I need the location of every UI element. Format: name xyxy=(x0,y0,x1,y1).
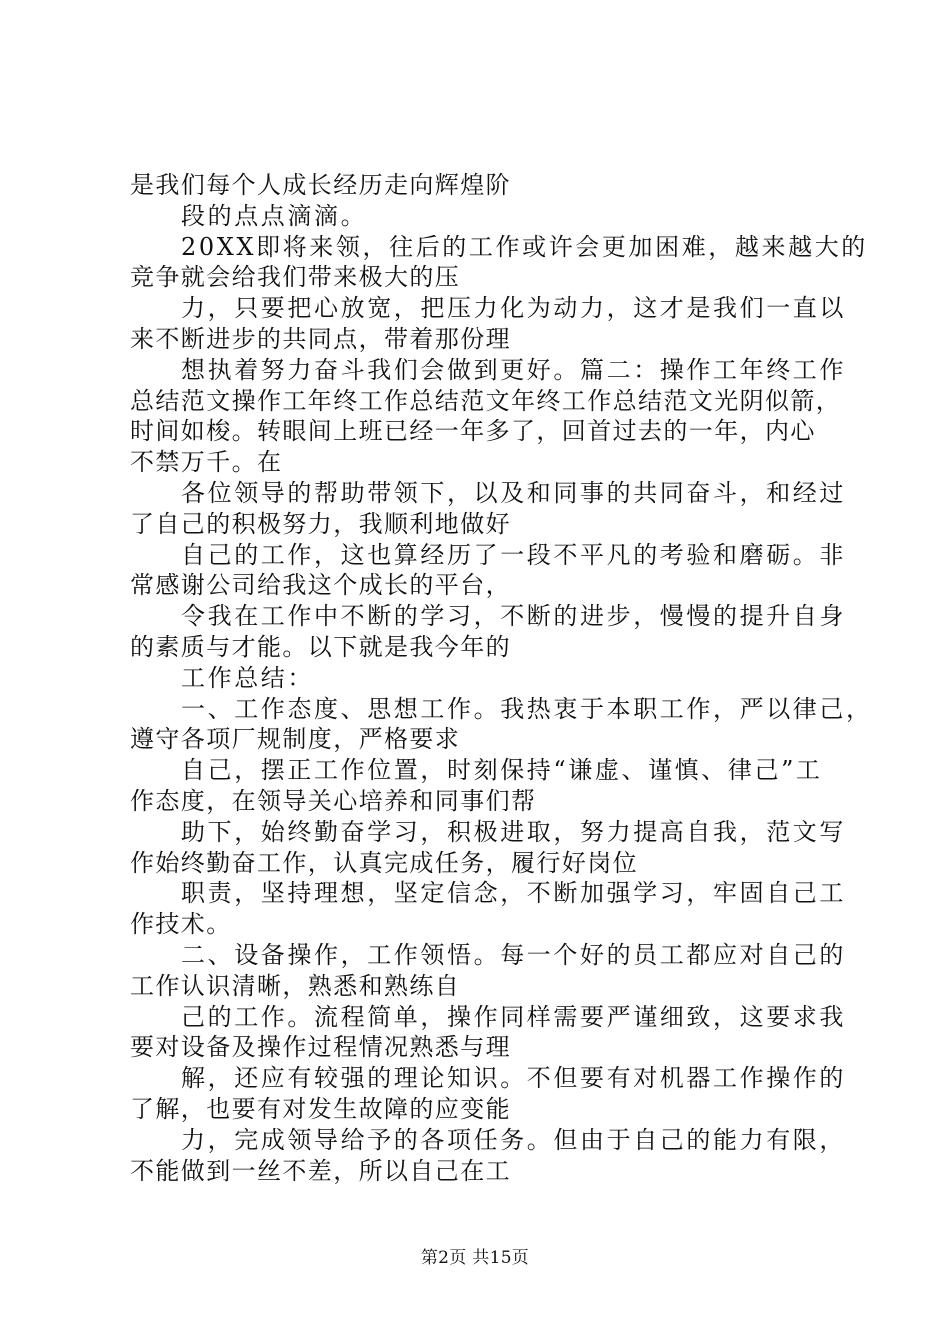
page-number-footer: 第2页 共15页 xyxy=(420,1248,530,1268)
document-line: 令我在工作中不断的学习，不断的进步，慢慢的提升自身 xyxy=(181,602,846,631)
document-body xyxy=(0,170,950,1186)
document-line: 来不断进步的共同点，带着那份理 xyxy=(130,324,511,353)
document-line: 力，只要把心放宽，把压力化为动力，这才是我们一直以 xyxy=(181,294,846,323)
document-line: 段的点点滴滴。 xyxy=(181,201,368,230)
document-line: 20XX即将来领，往后的工作或许会更加困难，越来越大的 xyxy=(181,232,868,261)
document-line: 竞争就会给我们带来极大的压 xyxy=(130,263,461,292)
document-line: 了自己的积极努力，我顺利地做好 xyxy=(130,509,511,538)
document-line: 作态度，在领导关心培养和同事们帮 xyxy=(130,786,537,815)
document-line: 总结范文操作工年终工作总结范文年终工作总结范文光阴似箭， xyxy=(130,386,842,415)
document-line: 力，完成领导给予的各项任务。但由于自己的能力有限， xyxy=(181,1125,846,1154)
document-line: 助下，始终勤奋学习，积极进取，努力提高自我，范文写 xyxy=(181,817,846,846)
document-line: 常感谢公司给我这个成长的平台， xyxy=(130,571,511,600)
document-line: 遵守各项厂规制度，严格要求 xyxy=(130,725,461,754)
document-line: 工作总结： xyxy=(181,663,314,692)
document-line: 职责，坚持理想，坚定信念，不断加强学习，牢固自己工 xyxy=(181,879,846,908)
document-line: 解，还应有较强的理论知识。不但要有对机器工作操作的 xyxy=(181,1064,846,1093)
document-line: 时间如梭。转眼间上班已经一年多了，回首过去的一年，内心 xyxy=(130,417,816,446)
document-line: 工作认识清晰，熟悉和熟练自 xyxy=(130,971,461,1000)
document-line: 想执着努力奋斗我们会做到更好。篇二：操作工年终工作 xyxy=(181,355,846,384)
document-line: 作技术。 xyxy=(130,910,232,939)
document-line: 不能做到一丝不差，所以自己在工 xyxy=(130,1156,511,1185)
document-line: 不禁万千。在 xyxy=(130,448,283,477)
document-line: 作始终勤奋工作，认真完成任务，履行好岗位 xyxy=(130,848,638,877)
document-line: 是我们每个人成长经历走向辉煌阶 xyxy=(130,171,511,199)
document-line: 要对设备及操作过程情况熟悉与理 xyxy=(130,1033,511,1062)
document-line: 各位领导的帮助带领下，以及和同事的共同奋斗，和经过 xyxy=(181,478,846,507)
document-line: 自己的工作，这也算经历了一段不平凡的考验和磨砺。非 xyxy=(181,540,846,569)
document-line: 己的工作。流程简单，操作同样需要严谨细致，这要求我 xyxy=(181,1002,846,1031)
document-line: 一、工作态度、思想工作。我热衷于本职工作，严以律己， xyxy=(181,694,873,723)
document-line: 二、设备操作，工作领悟。每一个好的员工都应对自己的 xyxy=(181,940,846,969)
document-line: 的素质与才能。以下就是我今年的 xyxy=(130,632,511,661)
document-line: 了解，也要有对发生故障的应变能 xyxy=(130,1094,511,1123)
document-line: 自己，摆正工作位置，时刻保持“谦虚、谨慎、律己”工 xyxy=(181,756,823,785)
